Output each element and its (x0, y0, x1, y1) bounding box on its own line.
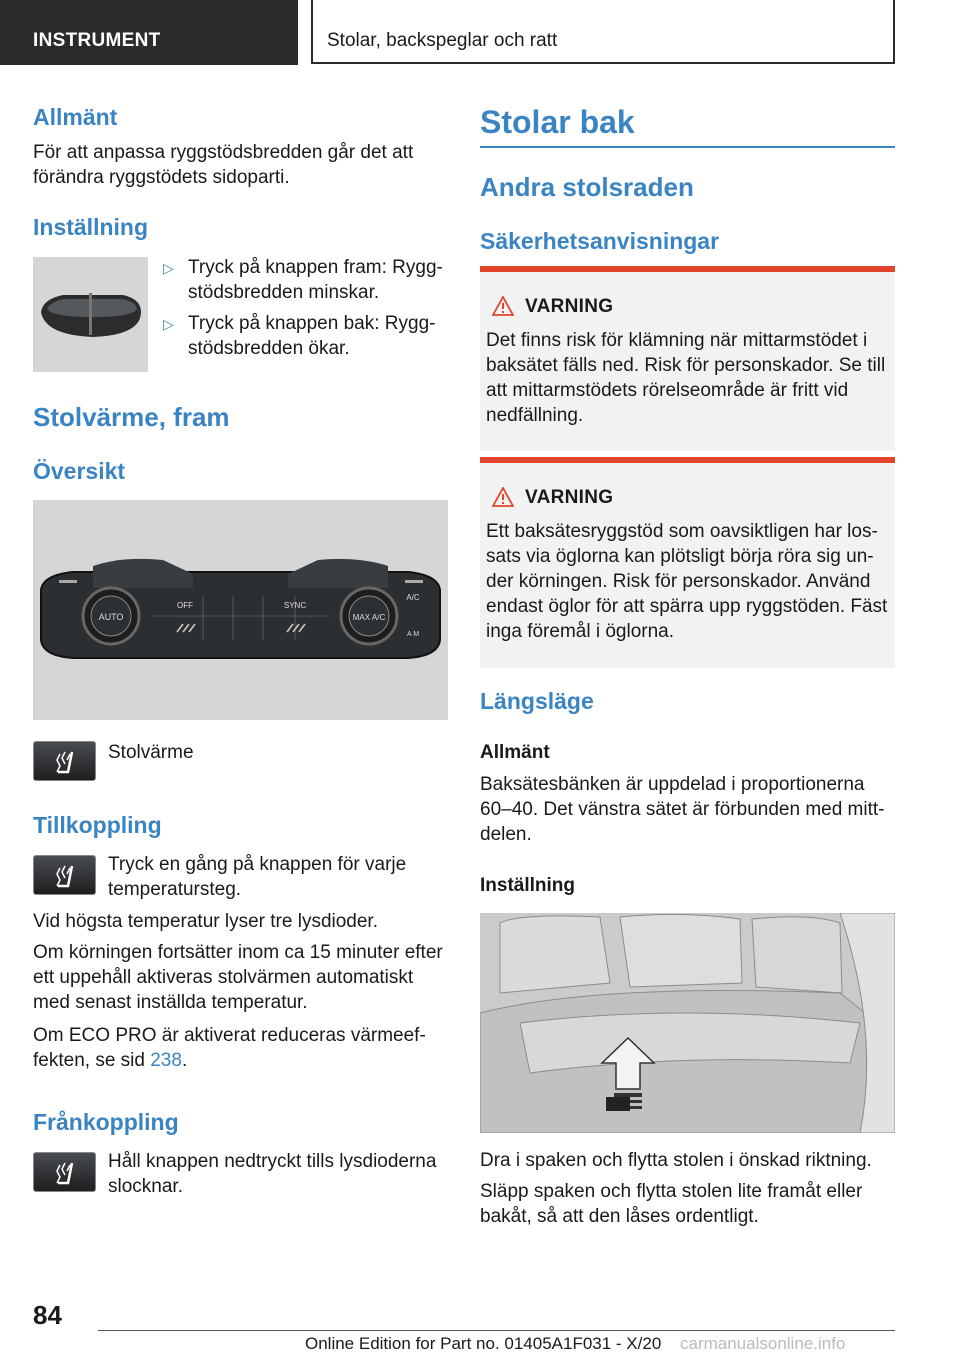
panel-ac-label: A/C (406, 593, 420, 602)
warning-1-title: VARNING (525, 296, 614, 317)
stolar-bak-heading: Stolar bak (480, 104, 635, 140)
tillkoppling-p3 (33, 1023, 443, 1073)
installning-heading: Inställning (33, 214, 148, 240)
installning-item-2: Tryck på knappen bak: Ryggstödsbredden ökar. (188, 313, 436, 359)
warning-icon (492, 296, 514, 316)
seat-heating-icon (33, 855, 96, 895)
warning-icon (492, 487, 514, 507)
tillkoppling-icon-text: Tryck en gång på knappen för varje temperatursteg. (108, 854, 407, 900)
allmant-subheading: Allmänt (480, 742, 550, 763)
installning-item-1: Tryck på knappen fram: Ryggstödsbredden minskar. (188, 257, 443, 303)
warning-box-2 (480, 457, 895, 668)
tillkoppling-p3-end: . (181, 1050, 188, 1071)
panel-am-label: A M (406, 631, 420, 638)
panel-off-label: OFF (177, 601, 193, 610)
header-chapter-label: Stolar, backspeglar och ratt (327, 30, 558, 51)
andra-stolsraden-heading: Andra stolsraden (480, 172, 694, 202)
rear-seat-image (480, 913, 895, 1133)
allmant-text: För att anpassa ryggstödsbredden går det att förändra ryggstödets sidoparti. (33, 142, 414, 188)
bullet-triangle-icon: ▷ (163, 260, 174, 276)
header-section-label: INSTRUMENT (33, 30, 161, 51)
panel-sync-label: SYNC (283, 601, 307, 610)
stolvarme-caption: Stolvärme (108, 742, 194, 763)
page-number: 84 (33, 1300, 62, 1330)
bullet-triangle-icon: ▷ (163, 316, 174, 332)
footer-edition: Online Edition for Part no. 01405A1F031 - X/20 (305, 1334, 662, 1353)
warning-2-text: Ett baksätesryggstöd som oavsiktligen har lossats via öglorna kan plötsligt börja röra sig under körningen. Risk för personskador. Använd endast öglor för att spärra upp ryggstöden. Fäst inga föremål i öglorna. (486, 521, 888, 642)
panel-maxac-label: MAX A/C (352, 613, 386, 622)
sakerhetsanvisningar-heading: Säkerhetsanvisningar (480, 228, 720, 254)
climate-panel-illustration (33, 500, 448, 720)
langslage-heading: Längsläge (480, 688, 594, 714)
climate-panel-image (33, 500, 448, 720)
seat-caption-2: Släpp spaken och flytta stolen lite framåt eller bakåt, så att den låses ordentligt. (480, 1181, 863, 1227)
frankoppling-text: Håll knappen nedtryckt tills lysdioderna slocknar. (108, 1151, 437, 1197)
footer-watermark: carmanualsonline.info (680, 1334, 846, 1353)
page-link-238[interactable]: 238 (150, 1050, 182, 1071)
warning-2-title: VARNING (525, 487, 614, 508)
tillkoppling-heading: Tillkoppling (33, 812, 162, 838)
tillkoppling-p3-text: Om ECO PRO är aktiverat reduceras värmeeffekten, se sid (33, 1025, 426, 1071)
backrest-button-icon (33, 257, 148, 372)
panel-auto-label: AUTO (98, 612, 124, 622)
seat-heating-icon (33, 741, 96, 781)
backrest-width-button-image (33, 257, 148, 372)
allmant-heading: Allmänt (33, 104, 118, 130)
oversikt-heading: Översikt (33, 458, 126, 484)
warning-box-1 (480, 266, 895, 451)
seat-heating-icon (33, 1152, 96, 1192)
warning-1-text: Det finns risk för klämning när mittarmstödet i baksätet fälls ned. Risk för personskador. Se till att mittarmstödets rörelseområde är fritt vid nedfällning. (486, 330, 886, 426)
stolvarme-heading: Stolvärme, fram (33, 402, 230, 432)
seat-caption-1: Dra i spaken och flytta stolen i önskad riktning. (480, 1150, 872, 1171)
rear-seat-illustration (480, 913, 895, 1133)
header-chapter-tab (311, 0, 895, 64)
heading-rule (480, 146, 895, 148)
allmant-right-text: Baksätesbänken är uppdelad i proportionerna 60–40. Det vänstra sätet är förbunden med mittdelen. (480, 774, 885, 845)
tillkoppling-p2: Om körningen fortsätter inom ca 15 minuter efter ett uppehåll aktiveras stolvärmen automatiskt med senast inställda temperatur. (33, 942, 443, 1013)
footer-rule (98, 1330, 895, 1331)
header-section-tab (0, 0, 298, 65)
installning-subheading: Inställning (480, 875, 575, 896)
tillkoppling-p1: Vid högsta temperatur lyser tre lysdioder. (33, 911, 378, 932)
frankoppling-heading: Frånkoppling (33, 1109, 179, 1135)
